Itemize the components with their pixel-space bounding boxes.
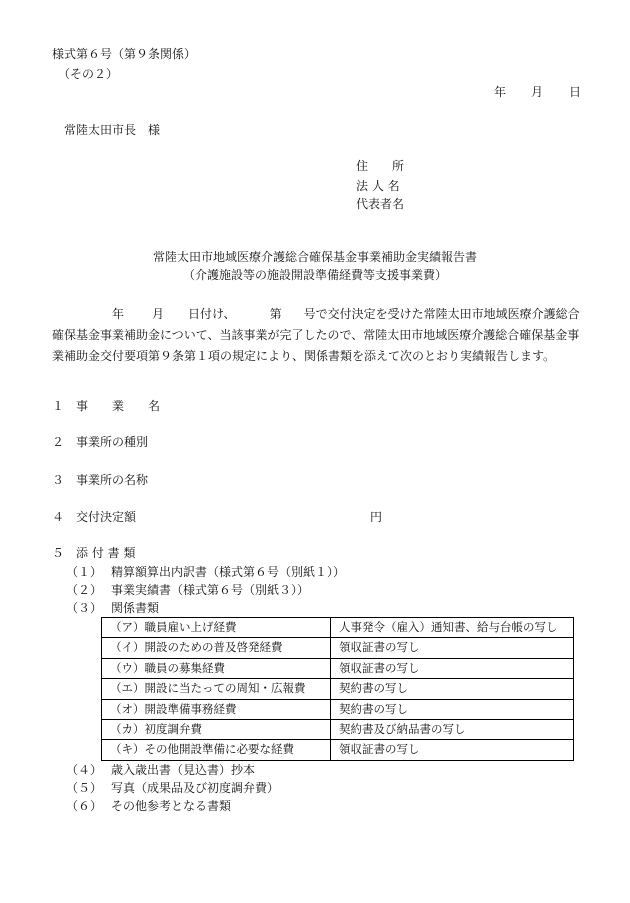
document-cell: 契約書及び納品書の写し: [331, 719, 574, 739]
body-line-1-rest: 号で交付決定を受けた常陸太田市地域医療介護総合: [303, 307, 580, 321]
document-cell: 領収証書の写し: [331, 638, 574, 658]
attachment-number: （３）: [66, 601, 103, 615]
report-body: [52, 304, 584, 367]
document-subtitle: （介護施設等の施設開設準備経費等支援事業費）: [182, 268, 447, 282]
form-sub-number: （その２）: [58, 67, 119, 81]
body-line-3: 業補助金交付要項第９条第１項の規定により、関係書類を添えて次のとおり実績報告します。: [52, 349, 556, 363]
document-cell: 契約書の写し: [331, 699, 574, 719]
table-row: [102, 740, 574, 760]
attachment-text: 事業実績書（様式第６号（別紙３））: [111, 583, 310, 597]
date-day: 日: [569, 85, 582, 99]
attachment-text: 写真（成果品及び初度調弁費）: [111, 781, 280, 795]
attachment-text: 関係書類: [111, 601, 160, 615]
body-line-1: [52, 304, 584, 325]
body-year: 年: [112, 307, 125, 321]
table-row: [102, 699, 574, 719]
addressee: 常陸太田市長 様: [64, 123, 161, 137]
form-number: 様式第６号（第９条関係）: [52, 47, 197, 61]
expense-cell: （ウ）職員の募集経費: [102, 658, 331, 678]
attachment-item: [66, 764, 255, 776]
expense-cell: （キ）その他開設準備に必要な経費: [102, 740, 331, 760]
body-date: 日付け、: [188, 307, 236, 321]
body-line-2: 確保基金事業補助金について、当該事業が完了したので、常陸太田市地域医療介護総合確保基金事: [52, 328, 580, 342]
table-row: [102, 618, 574, 638]
document-title: 常陸太田市地域医療介護総合確保基金事業補助金実績報告書: [152, 250, 477, 264]
applicant-rep-label: 代表者名: [356, 197, 405, 211]
date-year: 年: [494, 85, 507, 99]
item-label: 交付決定額: [76, 510, 137, 524]
item-label: 添 付 書 類: [76, 546, 136, 560]
attachment-item: [66, 566, 345, 578]
attachment-number: （２）: [66, 583, 103, 597]
item-attachments: [52, 547, 135, 559]
attachment-item: [66, 800, 231, 812]
item-facility-name: [52, 474, 148, 486]
attachment-number: （４）: [66, 763, 103, 777]
document-cell: 契約書の写し: [331, 679, 574, 699]
applicant-address-label: 住 所: [356, 159, 405, 173]
item-number: ２: [52, 435, 65, 449]
item-grant-amount: [52, 511, 136, 523]
document-cell: 人事発令（雇入）通知書、給与台帳の写し: [331, 618, 574, 638]
date-month: 月: [531, 85, 544, 99]
attachment-text: 精算額算出内訳書（様式第６号（別紙１））: [111, 565, 346, 579]
item-number: ４: [52, 510, 65, 524]
applicant-corp-label: 法 人 名: [356, 179, 400, 193]
grant-amount-unit: 円: [370, 510, 383, 524]
item-number: １: [52, 399, 65, 413]
item-project-name: [52, 400, 160, 412]
attachment-text: 歳入歳出書（見込書）抄本: [111, 763, 256, 777]
related-documents-table: [101, 617, 574, 761]
item-number: ３: [52, 473, 65, 487]
attachment-item: [66, 602, 159, 614]
table-row: [102, 638, 574, 658]
item-facility-type: [52, 436, 148, 448]
expense-cell: （イ）開設のための普及啓発経費: [102, 638, 331, 658]
item-number: ５: [52, 546, 65, 560]
table-row: [102, 658, 574, 678]
attachment-number: （５）: [66, 781, 103, 795]
body-month: 月: [152, 307, 165, 321]
expense-cell: （エ）開設に当たっての周知・広報費: [102, 679, 331, 699]
item-label: 事業所の名称: [76, 473, 149, 487]
expense-cell: （カ）初度調弁費: [102, 719, 331, 739]
attachment-text: その他参考となる書類: [111, 799, 232, 813]
table-row: [102, 719, 574, 739]
attachment-item: [66, 584, 309, 596]
attachment-number: （１）: [66, 565, 103, 579]
expense-cell: （ア）職員雇い上げ経費: [102, 618, 331, 638]
body-no: 第: [269, 307, 282, 321]
expense-cell: （オ）開設準備事務経費: [102, 699, 331, 719]
item-label: 事 業 名: [76, 399, 161, 413]
document-cell: 領収証書の写し: [331, 740, 574, 760]
item-label: 事業所の種別: [76, 435, 149, 449]
table-row: [102, 679, 574, 699]
attachment-item: [66, 782, 279, 794]
document-cell: 領収証書の写し: [331, 658, 574, 678]
attachment-number: （６）: [66, 799, 103, 813]
